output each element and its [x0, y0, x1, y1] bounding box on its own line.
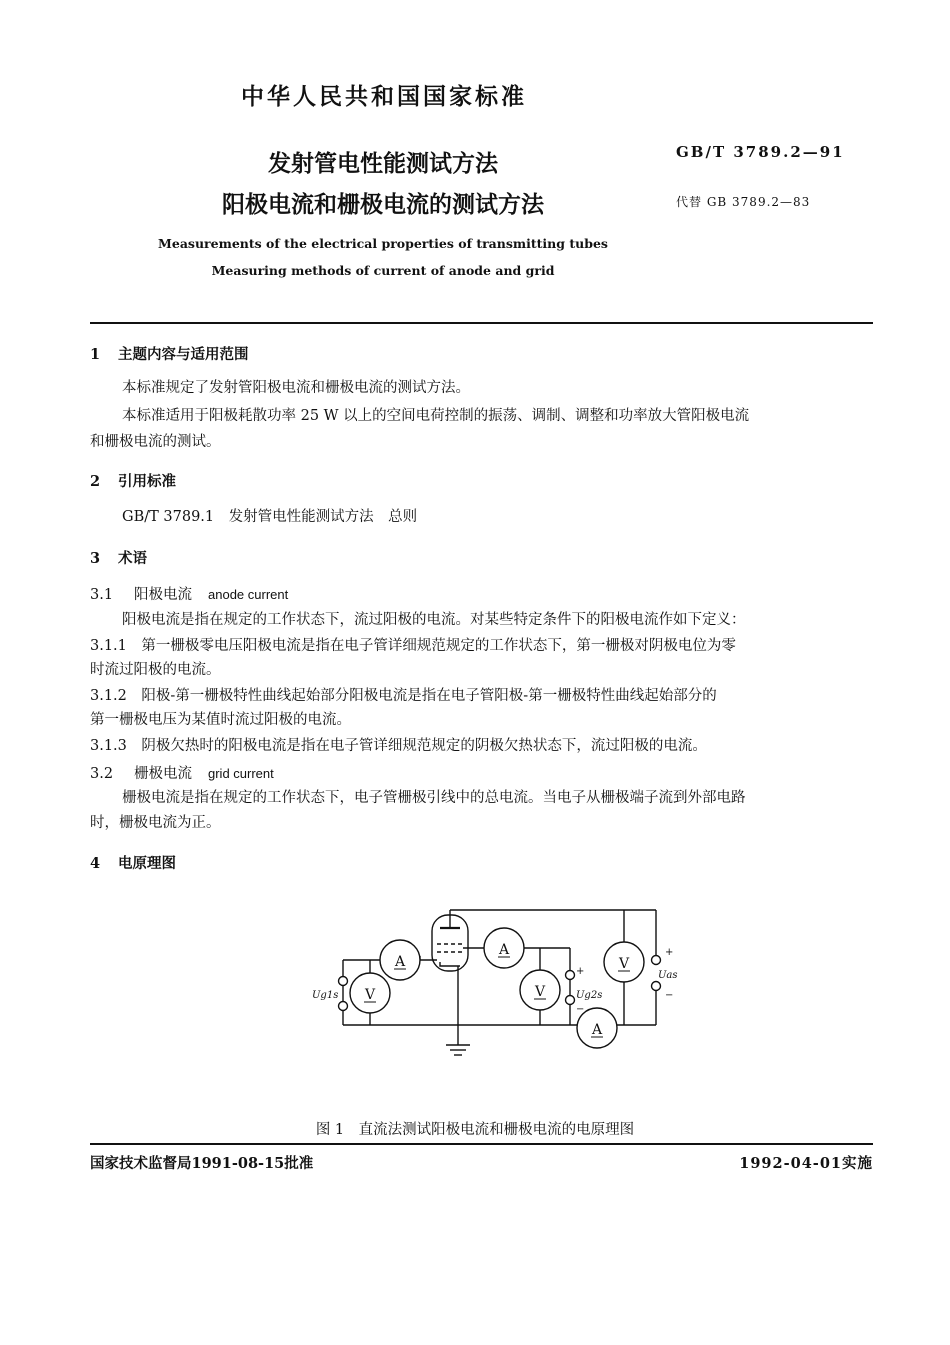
standard-code: GB/T 3789.2—91	[676, 143, 845, 161]
section-number: 4	[90, 855, 101, 872]
term-3-1	[90, 583, 288, 604]
ug1-label: Ug1s	[312, 990, 339, 1001]
term-cn: 阳极电流	[134, 587, 192, 603]
paragraph: 和栅极电流的测试。	[90, 434, 221, 450]
grid2-ammeter	[484, 928, 524, 968]
minus-sign: −	[665, 990, 674, 1001]
section-title: 主题内容与适用范围	[118, 346, 249, 363]
paragraph: 时，栅极电流为正。	[90, 815, 221, 831]
grid2-voltmeter	[520, 970, 560, 1010]
title-en-line1: Measurements of the electrical properties of transmitting tubes	[158, 236, 608, 251]
ua-label: Uas	[658, 970, 678, 981]
circuit-diagram	[300, 895, 700, 1065]
terminal	[566, 971, 575, 980]
ug2-label: Ug2s	[576, 990, 603, 1001]
section-number: 2	[90, 473, 101, 490]
standard-header: 中华人民共和国国家标准	[241, 83, 527, 110]
term-en: anode current	[208, 587, 289, 602]
terminal	[652, 956, 661, 965]
section-number: 3	[90, 550, 101, 567]
term-number: 3.2	[90, 766, 114, 782]
section-title: 术语	[118, 550, 147, 567]
approval-date: 国家技术监督局1991-08-15批准	[90, 1155, 314, 1172]
header-divider	[90, 322, 873, 324]
figure-caption: 图 1 直流法测试阳极电流和栅极电流的电原理图	[315, 1122, 635, 1138]
title-en-line2: Measuring methods of current of anode and grid	[211, 263, 555, 278]
meter-label: A	[498, 942, 510, 958]
terminal	[339, 1002, 348, 1011]
reference-standard: GB/T 3789.1 发射管电性能测试方法 总则	[122, 509, 418, 525]
paragraph: 3.1.1 第一栅极零电压阳极电流是指在电子管详细规范规定的工作状态下，第一栅极对阴极电位为零	[90, 638, 736, 654]
grid1-ammeter	[380, 940, 420, 980]
term-cn: 栅极电流	[134, 766, 192, 782]
meter-label: A	[591, 1022, 603, 1038]
title-cn-line1: 发射管电性能测试方法	[268, 150, 498, 177]
meter-label: V	[534, 984, 546, 1000]
replaces-code: 代替 GB 3789.2—83	[676, 195, 811, 209]
paragraph: 3.1.3 阴极欠热时的阳极电流是指在电子管详细规范规定的阴极欠热状态下，流过阳极的电流。	[90, 738, 707, 754]
anode-voltmeter	[604, 942, 644, 982]
section-4-heading	[90, 852, 176, 873]
paragraph: 本标准规定了发射管阳极电流和栅极电流的测试方法。	[122, 380, 470, 396]
paragraph: 阳极电流是指在规定的工作状态下，流过阳极的电流。对某些特定条件下的阳极电流作如下定义：	[122, 612, 746, 628]
meter-label: V	[618, 956, 630, 972]
terminal	[339, 977, 348, 986]
plus-sign: +	[665, 947, 674, 958]
paragraph: 本标准适用于阳极耗散功率 25 W 以上的空间电荷控制的振荡、调制、调整和功率放大管阳极电流	[122, 408, 750, 424]
terminal	[566, 996, 575, 1005]
plus-sign: +	[576, 966, 585, 977]
footer-divider	[90, 1143, 873, 1145]
implementation-date: 1992-04-01实施	[739, 1155, 873, 1172]
minus-sign: −	[576, 1004, 585, 1015]
paragraph: 栅极电流是指在规定的工作状态下，电子管栅极引线中的总电流。当电子从栅极端子流到外部电路	[122, 790, 746, 806]
paragraph: 3.1.2 阳极-第一栅极特性曲线起始部分阳极电流是指在电子管阳极-第一栅极特性曲线起始部分的	[90, 688, 717, 704]
term-number: 3.1	[90, 587, 114, 603]
meter-label: V	[364, 987, 376, 1003]
title-cn-line2: 阳极电流和栅极电流的测试方法	[222, 191, 544, 218]
paragraph: 时流过阳极的电流。	[90, 662, 221, 678]
section-1-heading	[90, 343, 249, 364]
meter-label: A	[394, 954, 406, 970]
section-title: 引用标准	[118, 473, 176, 490]
section-title: 电原理图	[118, 855, 176, 872]
terminal	[652, 982, 661, 991]
term-3-2	[90, 762, 274, 783]
section-3-heading	[90, 547, 147, 568]
term-en: grid current	[208, 766, 274, 781]
paragraph: 第一栅极电压为某值时流过阳极的电流。	[90, 712, 351, 728]
section-2-heading	[90, 470, 176, 491]
grid1-voltmeter	[350, 973, 390, 1013]
tube-cathode	[440, 962, 460, 966]
section-number: 1	[90, 346, 101, 363]
